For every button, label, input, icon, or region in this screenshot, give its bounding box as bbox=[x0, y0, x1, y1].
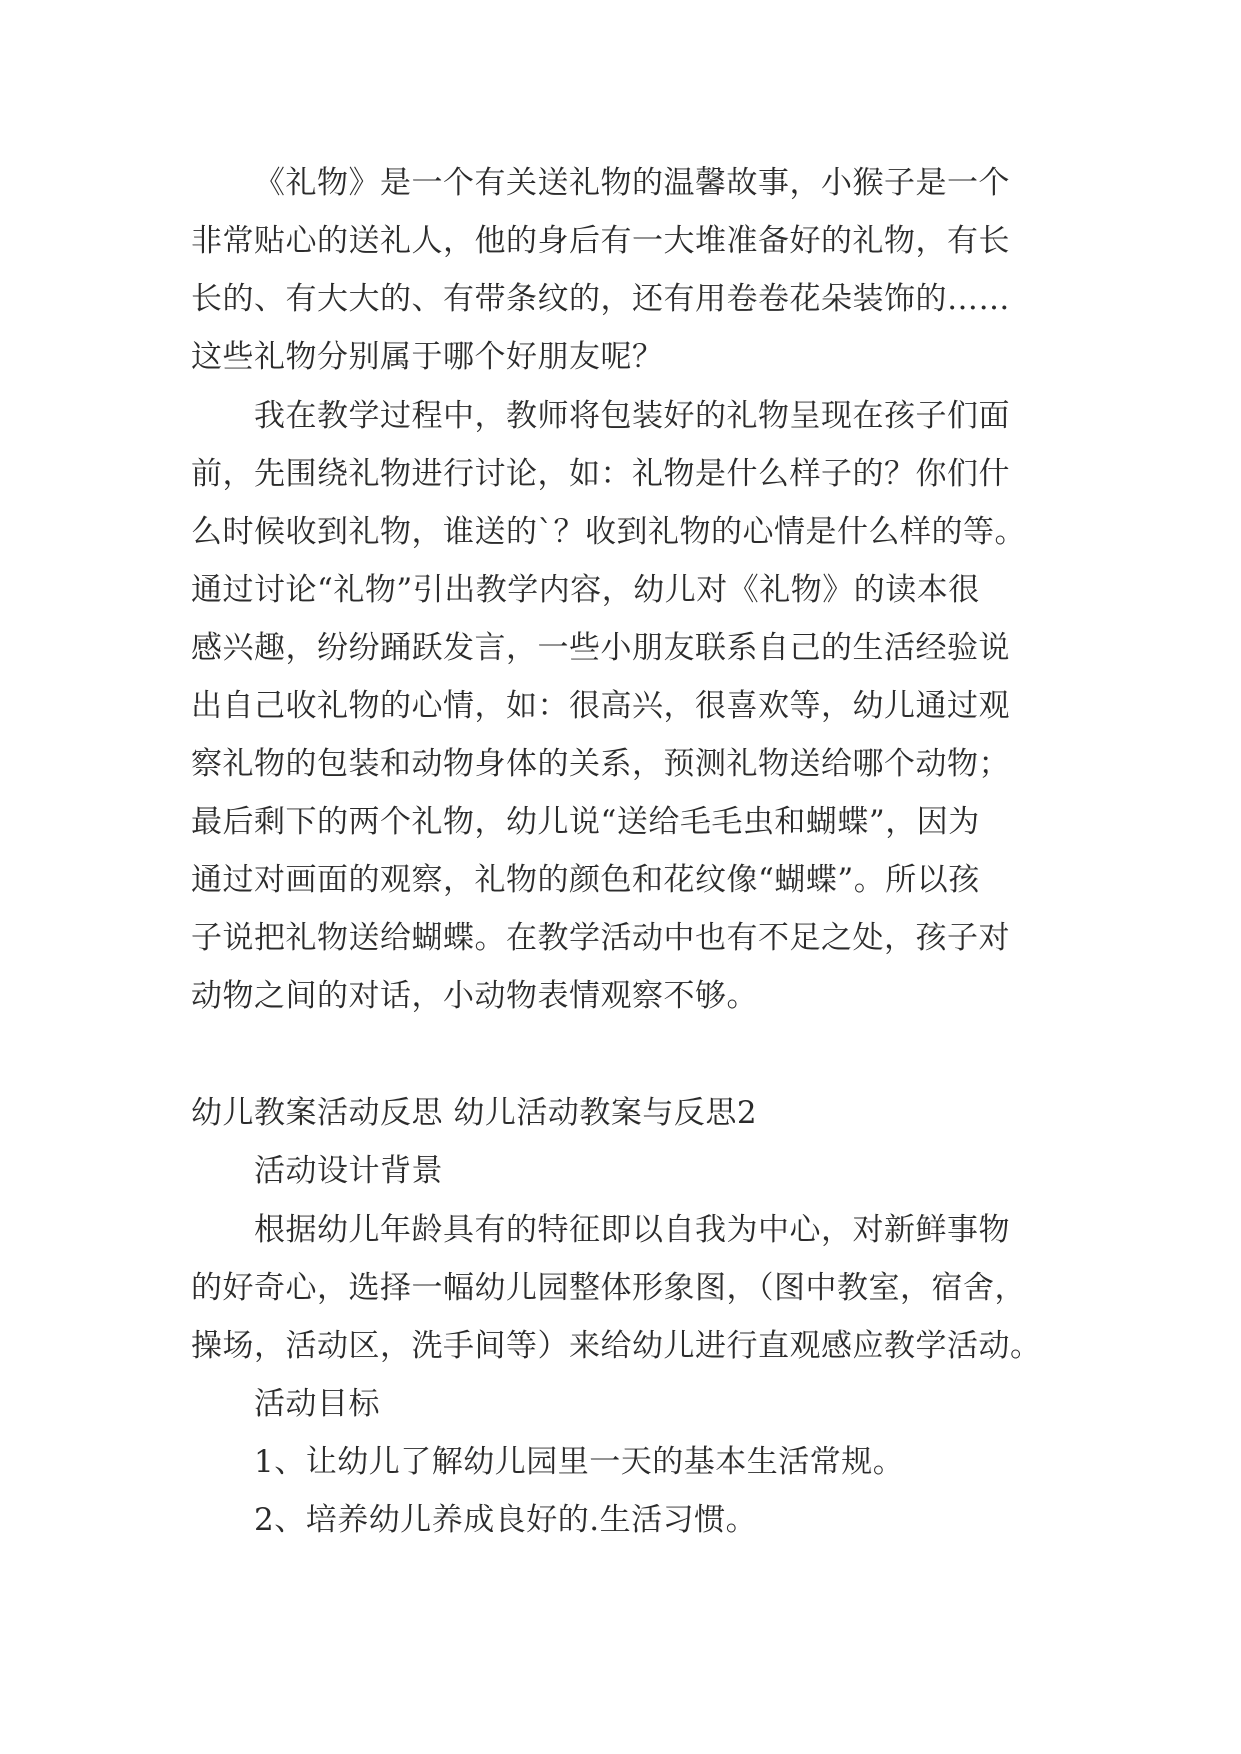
paragraph-2-line: 出自己收礼物的心情，如：很高兴，很喜欢等，幼儿通过观 bbox=[191, 688, 1010, 724]
paragraph-2-line: 前，先围绕礼物进行讨论，如：礼物是什么样子的？你们什 bbox=[191, 456, 1010, 492]
paragraph-2-line: 动物之间的对话，小动物表情观察不够。 bbox=[191, 978, 758, 1014]
goal-item: 2、培养幼儿养成良好的.生活习惯。 bbox=[254, 1502, 758, 1538]
paragraph-2-line: 察礼物的包装和动物身体的关系，预测礼物送给哪个动物； bbox=[191, 746, 1010, 782]
paragraph-3-line: 操场，活动区，洗手间等）来给幼儿进行直观感应教学活动。 bbox=[191, 1328, 1042, 1364]
paragraph-1-line: 非常贴心的送礼人，他的身后有一大堆准备好的礼物，有长 bbox=[191, 223, 1010, 259]
paragraph-3-line: 的好奇心，选择一幅幼儿园整体形象图，（图中教室，宿舍， bbox=[191, 1270, 1026, 1306]
paragraph-2-line: 最后剩下的两个礼物，幼儿说“送给毛毛虫和蝴蝶”，因为 bbox=[191, 804, 980, 840]
goal-item: 1、让幼儿了解幼儿园里一天的基本生活常规。 bbox=[254, 1444, 905, 1480]
paragraph-2-line: 通过对画面的观察，礼物的颜色和花纹像“蝴蝶”。所以孩 bbox=[191, 862, 980, 898]
section-heading: 幼儿教案活动反思 幼儿活动教案与反思2 bbox=[191, 1095, 758, 1131]
paragraph-1-line: 这些礼物分别属于哪个好朋友呢？ bbox=[191, 339, 664, 375]
paragraph-2-line: 我在教学过程中，教师将包装好的礼物呈现在孩子们面 bbox=[254, 398, 1010, 434]
paragraph-2-line: 感兴趣，纷纷踊跃发言，一些小朋友联系自己的生活经验说 bbox=[191, 630, 1010, 666]
paragraph-3-line: 根据幼儿年龄具有的特征即以自我为中心，对新鲜事物 bbox=[254, 1212, 1010, 1248]
paragraph-1-line: 《礼物》是一个有关送礼物的温馨故事，小猴子是一个 bbox=[254, 165, 1010, 201]
paragraph-1-line: 长的、有大大的、有带条纹的，还有用卷卷花朵装饰的…… bbox=[191, 281, 1010, 317]
subheading-goals: 活动目标 bbox=[254, 1386, 380, 1422]
paragraph-2-line: 通过讨论“礼物”引出教学内容，幼儿对《礼物》的读本很 bbox=[191, 572, 980, 608]
paragraph-2-line: 么时候收到礼物，谁送的`？收到礼物的心情是什么样的等。 bbox=[191, 514, 1026, 550]
paragraph-2-line: 子说把礼物送给蝴蝶。在教学活动中也有不足之处，孩子对 bbox=[191, 920, 1010, 956]
subheading-background: 活动设计背景 bbox=[254, 1153, 443, 1189]
